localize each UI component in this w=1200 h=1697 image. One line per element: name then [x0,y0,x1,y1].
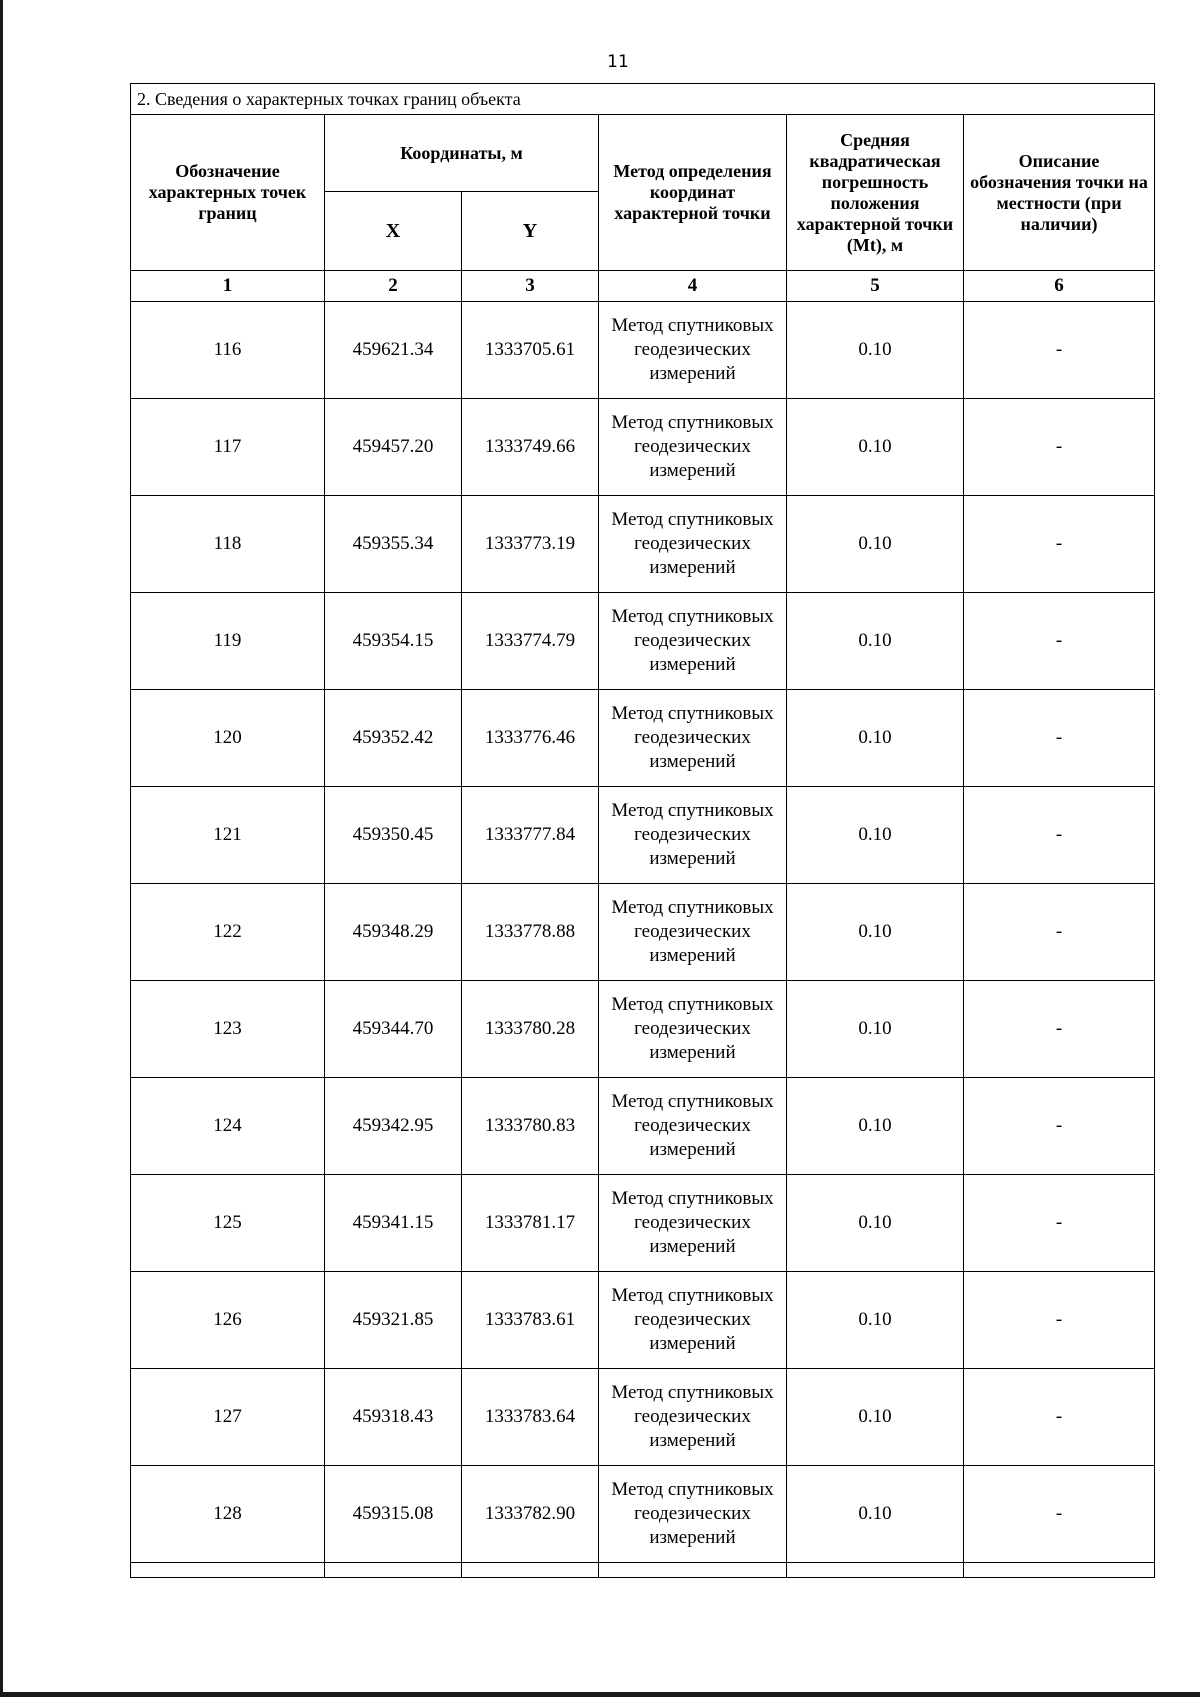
cell-method: Метод спутниковых геодезических измерений [599,593,787,690]
cell-point-number: 117 [131,399,325,496]
section-title-row [131,84,1155,115]
cell-method: Метод спутниковых геодезических измерений [599,399,787,496]
section-title: 2. Сведения о характерных точках границ объекта [131,84,1155,115]
cell-y-coordinate: 1333777.84 [462,787,599,884]
cell-method: Метод спутниковых геодезических измерений [599,884,787,981]
cell-description: - [964,496,1155,593]
cell-mean-error: 0.10 [787,1369,964,1466]
column-number: 6 [964,271,1155,302]
cell-point-number: 120 [131,690,325,787]
cell-method: Метод спутниковых геодезических измерений [599,981,787,1078]
cell-description: - [964,399,1155,496]
cell-mean-error: 0.10 [787,496,964,593]
cell-description: - [964,1369,1155,1466]
cell-description: - [964,1466,1155,1563]
cell-point-number: 127 [131,1369,325,1466]
cell-description: - [964,690,1155,787]
spacer-cell [599,1563,787,1578]
table-body [131,84,1155,1578]
cell-x-coordinate: 459350.45 [325,787,462,884]
cell-y-coordinate: 1333774.79 [462,593,599,690]
cell-y-coordinate: 1333773.19 [462,496,599,593]
cell-description: - [964,1078,1155,1175]
cell-x-coordinate: 459342.95 [325,1078,462,1175]
cell-x-coordinate: 459315.08 [325,1466,462,1563]
cell-mean-error: 0.10 [787,593,964,690]
cell-description: - [964,1272,1155,1369]
table-row [131,302,1155,399]
header-x: X [325,192,462,271]
table-row [131,399,1155,496]
cell-mean-error: 0.10 [787,1272,964,1369]
cell-y-coordinate: 1333783.61 [462,1272,599,1369]
cell-y-coordinate: 1333705.61 [462,302,599,399]
cell-x-coordinate: 459341.15 [325,1175,462,1272]
scan-edge-bottom [0,1692,1200,1697]
cell-x-coordinate: 459457.20 [325,399,462,496]
column-number: 1 [131,271,325,302]
table-row [131,787,1155,884]
cell-mean-error: 0.10 [787,1078,964,1175]
table-row [131,1466,1155,1563]
column-number: 2 [325,271,462,302]
boundary-points-table [130,83,1155,1578]
cell-method: Метод спутниковых геодезических измерений [599,1466,787,1563]
column-number: 3 [462,271,599,302]
cell-mean-error: 0.10 [787,787,964,884]
cell-description: - [964,593,1155,690]
cell-method: Метод спутниковых геодезических измерений [599,1078,787,1175]
cell-point-number: 119 [131,593,325,690]
cell-y-coordinate: 1333780.28 [462,981,599,1078]
cell-method: Метод спутниковых геодезических измерений [599,787,787,884]
cell-point-number: 116 [131,302,325,399]
cell-y-coordinate: 1333783.64 [462,1369,599,1466]
header-description: Описание обозначения точки на местности (при наличии) [964,115,1155,271]
cell-x-coordinate: 459318.43 [325,1369,462,1466]
spacer-cell [787,1563,964,1578]
cell-point-number: 126 [131,1272,325,1369]
cell-method: Метод спутниковых геодезических измерений [599,496,787,593]
cell-x-coordinate: 459352.42 [325,690,462,787]
table-row [131,1078,1155,1175]
cell-mean-error: 0.10 [787,690,964,787]
column-number-row [131,271,1155,302]
cell-y-coordinate: 1333776.46 [462,690,599,787]
header-method: Метод определения координат характерной точки [599,115,787,271]
cell-point-number: 125 [131,1175,325,1272]
cell-x-coordinate: 459348.29 [325,884,462,981]
cell-description: - [964,787,1155,884]
cell-point-number: 123 [131,981,325,1078]
spacer-cell [964,1563,1155,1578]
cell-mean-error: 0.10 [787,302,964,399]
cell-description: - [964,981,1155,1078]
table-row [131,690,1155,787]
cell-method: Метод спутниковых геодезических измерений [599,690,787,787]
cell-point-number: 118 [131,496,325,593]
cell-mean-error: 0.10 [787,981,964,1078]
header-mean-error: Средняя квадратическая погрешность положения характерной точки (Mt), м [787,115,964,271]
cell-method: Метод спутниковых геодезических измерений [599,1272,787,1369]
scan-edge-left [0,0,3,1697]
table-row [131,1369,1155,1466]
cell-mean-error: 0.10 [787,884,964,981]
column-number: 4 [599,271,787,302]
table-row [131,496,1155,593]
cell-y-coordinate: 1333782.90 [462,1466,599,1563]
page-number: 11 [607,52,629,72]
table-row [131,884,1155,981]
cell-x-coordinate: 459621.34 [325,302,462,399]
cell-point-number: 121 [131,787,325,884]
cell-x-coordinate: 459321.85 [325,1272,462,1369]
header-coordinates: Координаты, м [325,115,599,192]
spacer-cell [131,1563,325,1578]
cell-x-coordinate: 459354.15 [325,593,462,690]
cell-method: Метод спутниковых геодезических измерений [599,1369,787,1466]
cell-y-coordinate: 1333781.17 [462,1175,599,1272]
cell-mean-error: 0.10 [787,1175,964,1272]
table-spacer-row [131,1563,1155,1578]
cell-mean-error: 0.10 [787,1466,964,1563]
header-row-1 [131,115,1155,192]
spacer-cell [462,1563,599,1578]
cell-description: - [964,884,1155,981]
cell-x-coordinate: 459344.70 [325,981,462,1078]
spacer-cell [325,1563,462,1578]
table-row [131,1272,1155,1369]
cell-point-number: 128 [131,1466,325,1563]
cell-y-coordinate: 1333778.88 [462,884,599,981]
cell-method: Метод спутниковых геодезических измерений [599,1175,787,1272]
cell-method: Метод спутниковых геодезических измерений [599,302,787,399]
cell-point-number: 124 [131,1078,325,1175]
table-row [131,593,1155,690]
header-point-designation: Обозначение характерных точек границ [131,115,325,271]
table-row [131,1175,1155,1272]
column-number: 5 [787,271,964,302]
cell-y-coordinate: 1333780.83 [462,1078,599,1175]
cell-mean-error: 0.10 [787,399,964,496]
cell-x-coordinate: 459355.34 [325,496,462,593]
cell-description: - [964,1175,1155,1272]
cell-description: - [964,302,1155,399]
table-row [131,981,1155,1078]
cell-point-number: 122 [131,884,325,981]
cell-y-coordinate: 1333749.66 [462,399,599,496]
header-y: Y [462,192,599,271]
